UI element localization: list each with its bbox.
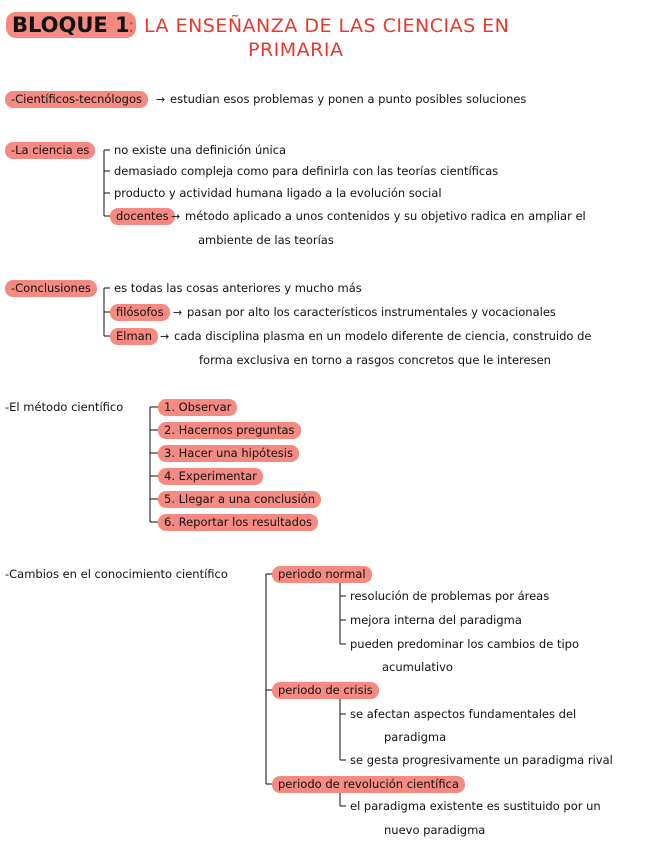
ciencia-item-3: producto y actividad humana ligado a la evolución social [114, 186, 442, 200]
title-line-1: LA ENSEÑANZA DE LAS CIENCIAS EN [144, 15, 510, 37]
periodo-crisis-label: periodo de crisis [272, 682, 379, 699]
periodo-normal-label: periodo normal [272, 566, 372, 583]
metodo-step-5: 5. Llegar a una conclusión [158, 491, 321, 508]
normal-item-3-cont: acumulativo [382, 660, 453, 674]
conclusiones-label: -Conclusiones [5, 280, 97, 297]
docentes-text-1: método aplicado a unos contenidos y su objetivo radica en ampliar el [185, 209, 586, 223]
conclusiones-item-1: es todas las cosas anteriores y mucho más [114, 281, 362, 295]
arrow-icon: → [160, 330, 170, 343]
ciencia-item-2: demasiado compleja como para definirla con las teorías científicas [114, 164, 499, 178]
arrow-icon: → [156, 93, 166, 106]
docentes-label: docentes [110, 208, 175, 225]
normal-item-2: mejora interna del paradigma [350, 613, 522, 627]
title-colon: : [128, 15, 135, 37]
ciencia-item-1: no existe una definición única [114, 143, 287, 157]
arrow-icon: → [171, 210, 181, 223]
arrow-icon: → [173, 306, 183, 319]
normal-item-1: resolución de problemas por áreas [350, 589, 550, 603]
metodo-step-4: 4. Experimentar [158, 468, 263, 485]
normal-item-3: pueden predominar los cambios de tipo [350, 637, 579, 651]
crisis-item-2: se gesta progresivamente un paradigma rival [350, 753, 613, 767]
elman-text-2: forma exclusiva en torno a rasgos concretos que le interesen [199, 353, 551, 367]
elman-text-1: cada disciplina plasma en un modelo diferente de ciencia, construido de [174, 329, 592, 343]
metodo-step-2: 2. Hacernos preguntas [158, 422, 301, 439]
cambios-conocimiento-label: -Cambios en el conocimiento científico [5, 567, 228, 581]
la-ciencia-es-label: -La ciencia es [5, 142, 95, 159]
periodo-revolucion-label: periodo de revolución científica [272, 776, 465, 793]
docentes-text-2: ambiente de las teorías [198, 233, 334, 247]
metodo-step-3: 3. Hacer una hipótesis [158, 445, 299, 462]
revolucion-item-1-cont: nuevo paradigma [384, 823, 486, 837]
filosofos-text: pasan por alto los característicos instrumentales y vocacionales [187, 305, 556, 319]
bloque-title: BLOQUE 1 [6, 12, 136, 38]
metodo-step-1: 1. Observar [158, 399, 237, 416]
cientificos-tecnologos-label: -Científicos-tecnólogos [5, 91, 148, 108]
title-line-2: PRIMARIA [248, 39, 344, 61]
cientificos-text: estudian esos problemas y ponen a punto posibles soluciones [170, 92, 527, 106]
crisis-item-1: se afectan aspectos fundamentales del [350, 707, 577, 721]
filosofos-label: filósofos [110, 304, 170, 321]
metodo-step-6: 6. Reportar los resultados [158, 514, 318, 531]
metodo-cientifico-label: -El método científico [5, 400, 124, 414]
crisis-item-1-cont: paradigma [384, 730, 447, 744]
elman-label: Elman [110, 328, 158, 345]
revolucion-item-1: el paradigma existente es sustituido por un [350, 799, 601, 813]
